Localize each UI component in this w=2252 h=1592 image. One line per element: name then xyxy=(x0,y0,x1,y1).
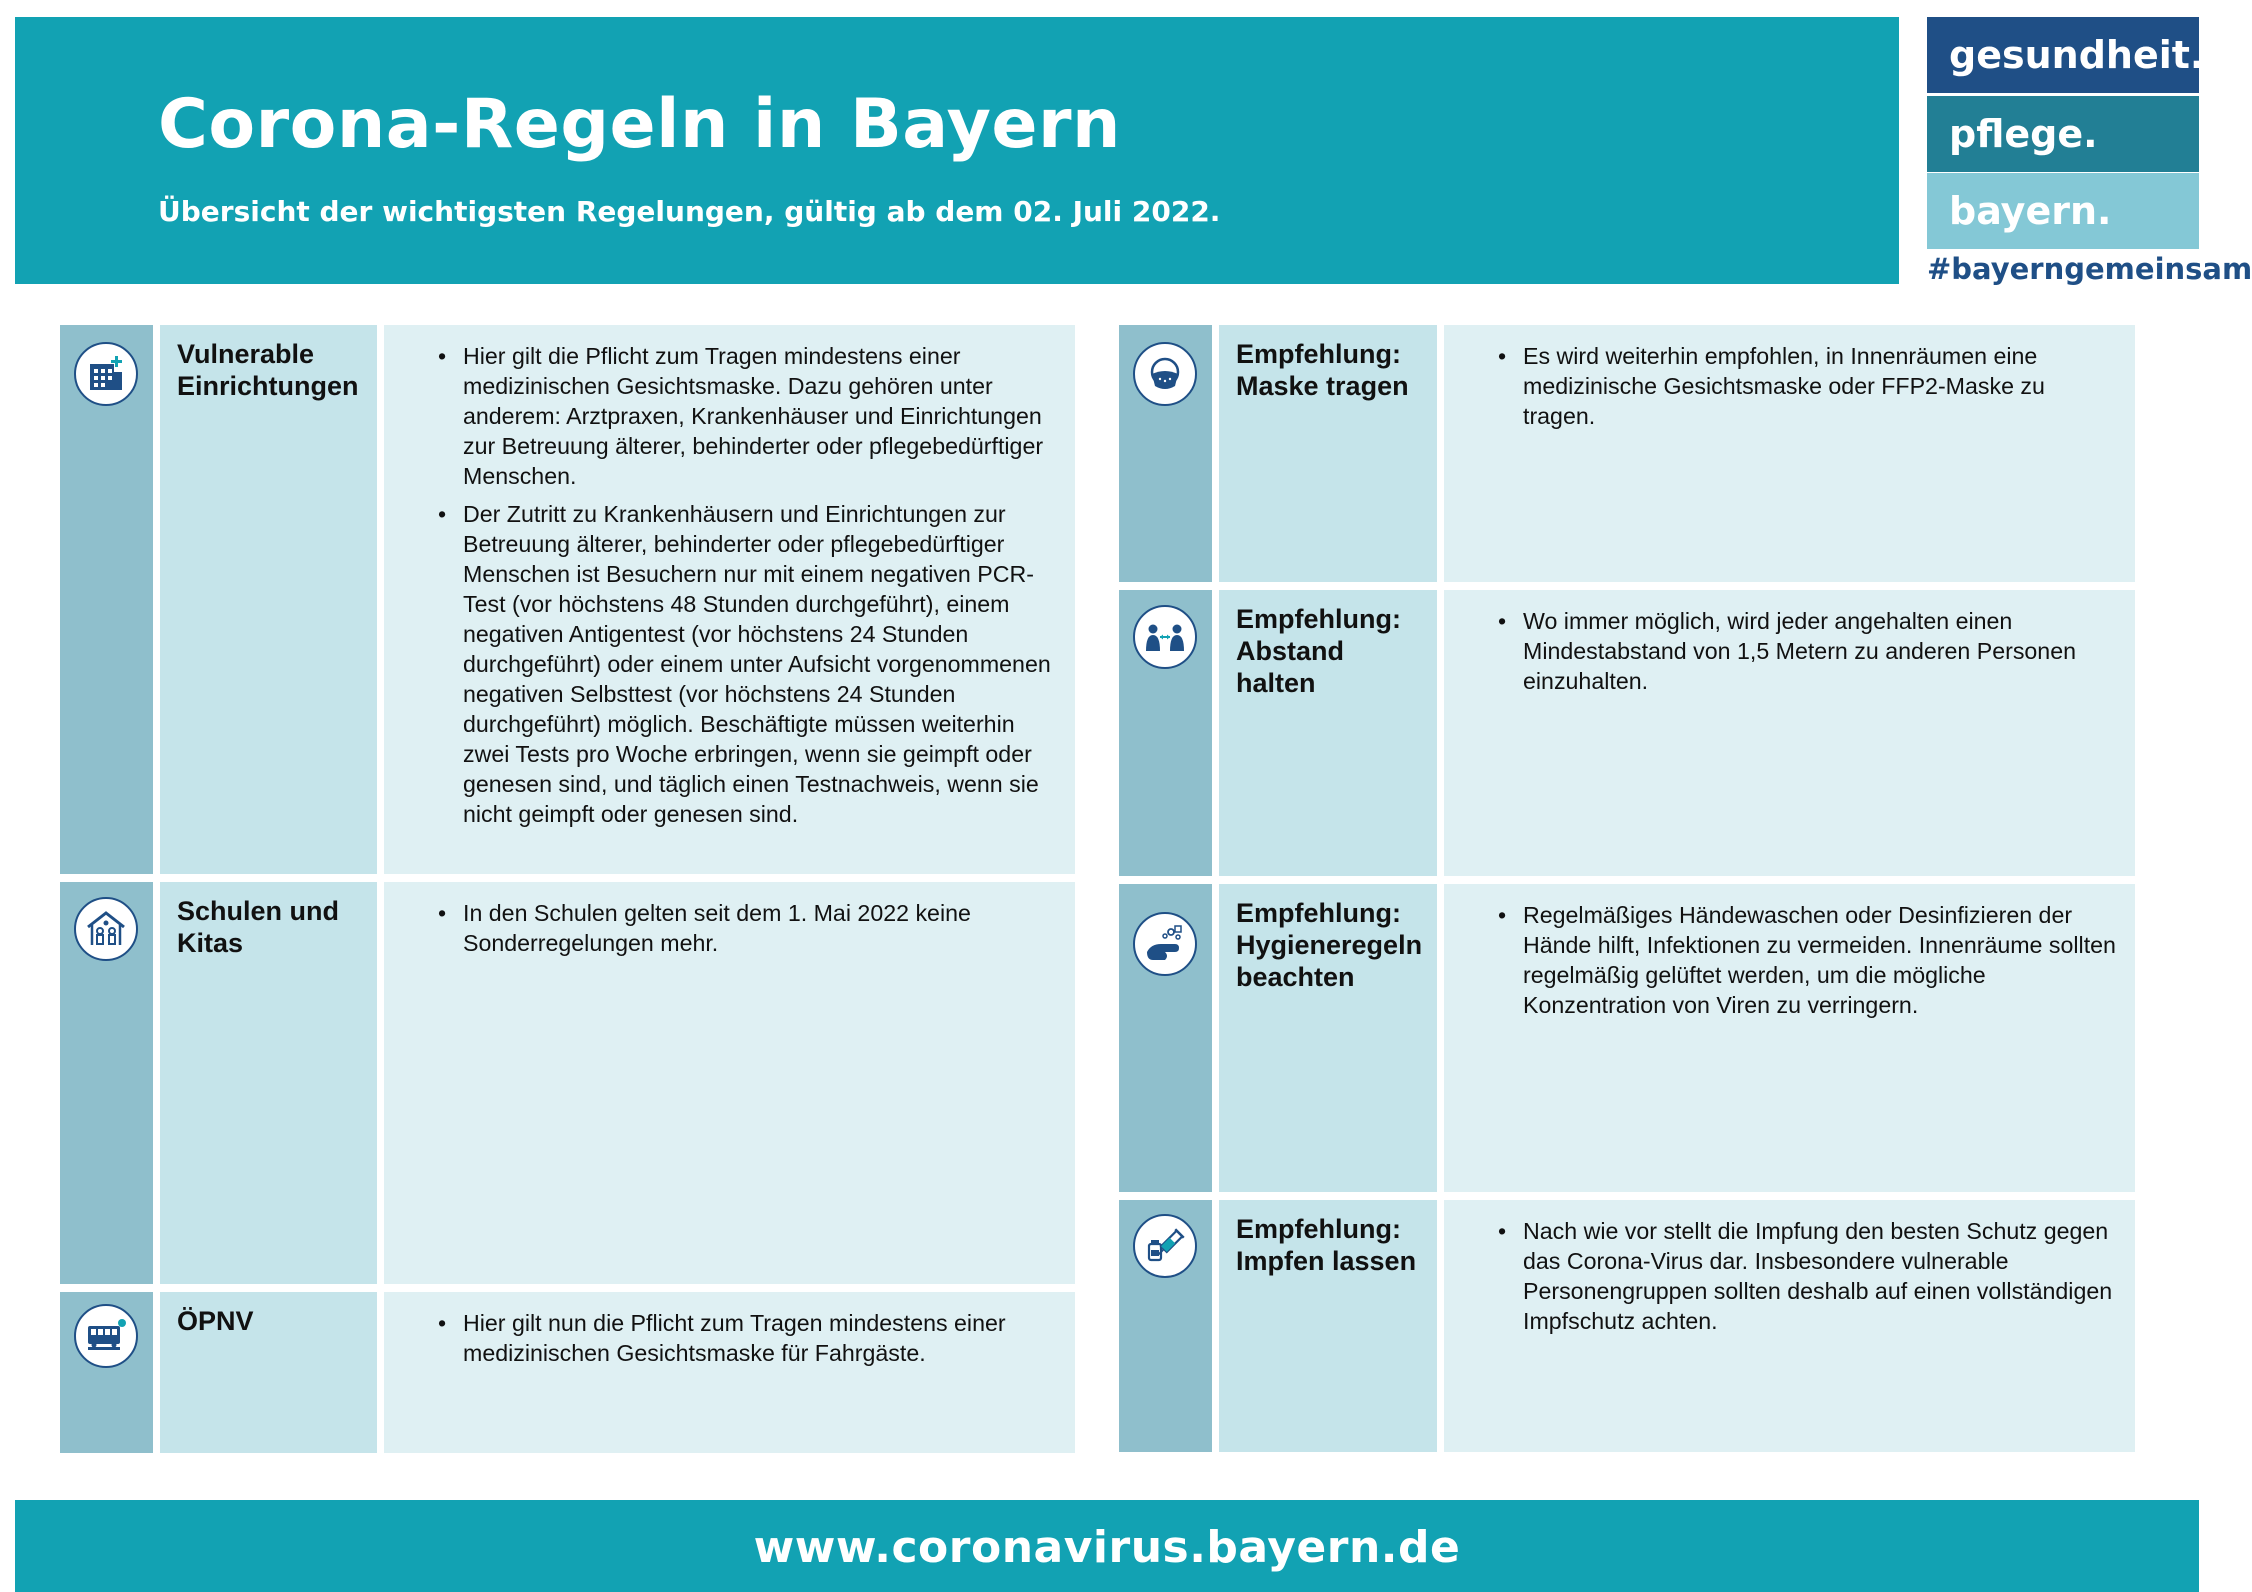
brand-logo-gesundheit: gesundheit. xyxy=(1927,17,2199,93)
page-subtitle: Übersicht der wichtigsten Regelungen, gültig ab dem 02. Juli 2022. xyxy=(158,195,1221,228)
icon-cell xyxy=(1119,325,1212,582)
brand-logo-pflege: pflege. xyxy=(1927,96,2199,172)
text-cell xyxy=(1444,590,2135,876)
list-item: • Regelmäßiges Händewaschen oder Desinfizieren der Hände hilft, Infektionen zu vermeiden. Innenräume sollten regelmäßig gelüftet werden, um die mögliche Konzentration von Viren zu verringern. xyxy=(1498,900,2121,1020)
rule-label: ÖPNV xyxy=(177,1306,254,1336)
rule-label: Vulnerable Einrichtungen xyxy=(177,339,359,401)
bullet-list xyxy=(438,898,1061,966)
text-cell xyxy=(1444,1200,2135,1452)
bus-icon xyxy=(74,1304,138,1368)
text-cell xyxy=(384,1292,1075,1453)
rule-label: Schulen und Kitas xyxy=(177,896,339,958)
label-cell xyxy=(160,1292,377,1453)
label-cell xyxy=(160,325,377,874)
list-item: • Hier gilt die Pflicht zum Tragen mindestens einer medizinischen Gesichtsmaske. Dazu gehören unter anderem: Arztpraxen, Krankenhäuser und Einrichtungen zur Betreuung älterer, behinderter oder pflegebedürftiger Menschen. xyxy=(438,341,1061,491)
footer-banner xyxy=(15,1500,2199,1592)
bullet-list xyxy=(1498,606,2121,704)
bullet-list xyxy=(1498,900,2121,1028)
icon-cell xyxy=(1119,590,1212,876)
icon-cell xyxy=(1119,1200,1212,1452)
label-cell xyxy=(1219,1200,1437,1452)
vaccine-syringe-icon xyxy=(1133,1214,1197,1278)
list-item: • Wo immer möglich, wird jeder angehalten einen Mindestabstand von 1,5 Metern zu anderen Personen einzuhalten. xyxy=(1498,606,2121,696)
label-cell xyxy=(1219,884,1437,1192)
icon-cell xyxy=(60,1292,153,1453)
list-item: • Nach wie vor stellt die Impfung den besten Schutz gegen das Corona-Virus dar. Insbesondere vulnerable Personengruppen sollten deshalb auf einen vollständigen Impfschutz achten. xyxy=(1498,1216,2121,1336)
rule-label: Empfehlung: Maske tragen xyxy=(1236,339,1409,401)
brand-hashtag: #bayerngemeinsam xyxy=(1927,252,2252,286)
icon-cell xyxy=(1119,884,1212,1192)
hand-washing-icon xyxy=(1133,912,1197,976)
list-item: • Es wird weiterhin empfohlen, in Innenräumen eine medizinische Gesichtsmaske oder FFP2-Maske zu tragen. xyxy=(1498,341,2121,431)
icon-cell xyxy=(60,882,153,1284)
footer-url-link[interactable]: www.coronavirus.bayern.de xyxy=(753,1522,1461,1573)
label-cell xyxy=(1219,590,1437,876)
rule-label: Empfehlung: Impfen lassen xyxy=(1236,1214,1417,1276)
text-cell xyxy=(384,325,1075,874)
hospital-building-icon xyxy=(74,342,138,406)
bullet-list xyxy=(1498,1216,2121,1344)
face-mask-icon xyxy=(1133,342,1197,406)
bullet-list xyxy=(438,341,1061,837)
header-banner xyxy=(15,17,1899,284)
list-item: • In den Schulen gelten seit dem 1. Mai 2022 keine Sonderregelungen mehr. xyxy=(438,898,1061,958)
bullet-list xyxy=(1498,341,2121,439)
bullet-list xyxy=(438,1308,1061,1376)
text-cell xyxy=(1444,884,2135,1192)
list-item: • Der Zutritt zu Krankenhäusern und Einrichtungen zur Betreuung älterer, behinderter oder pflegebedürftiger Menschen ist Besuchern nur mit einem negativen PCR-Test (vor höchstens 48 Stunden durchgeführt), einem negativen Antigentest (vor höchstens 24 Stunden durchgeführt) oder einem unter Aufsicht vorgenommenen negativen Selbsttest (vor höchstens 24 Stunden durchgeführt) möglich. Beschäftigte müssen weiterhin zwei Tests pro Woche erbringen, wenn sie geimpft oder genesen sind, und täglich einen Testnachweis, wenn sie nicht geimpft oder genesen sind. xyxy=(438,499,1061,829)
icon-cell xyxy=(60,325,153,874)
distance-icon xyxy=(1133,605,1197,669)
label-cell xyxy=(160,882,377,1284)
brand-logo-bayern: bayern. xyxy=(1927,173,2199,249)
school-children-icon xyxy=(74,897,138,961)
rule-label: Empfehlung: Abstand halten xyxy=(1236,604,1401,698)
list-item: • Hier gilt nun die Pflicht zum Tragen mindestens einer medizinischen Gesichtsmaske für Fahrgäste. xyxy=(438,1308,1061,1368)
label-cell xyxy=(1219,325,1437,582)
rule-label: Empfehlung: Hygieneregeln beachten xyxy=(1236,898,1423,992)
text-cell xyxy=(1444,325,2135,582)
page-title: Corona-Regeln in Bayern xyxy=(158,85,1121,164)
text-cell xyxy=(384,882,1075,1284)
